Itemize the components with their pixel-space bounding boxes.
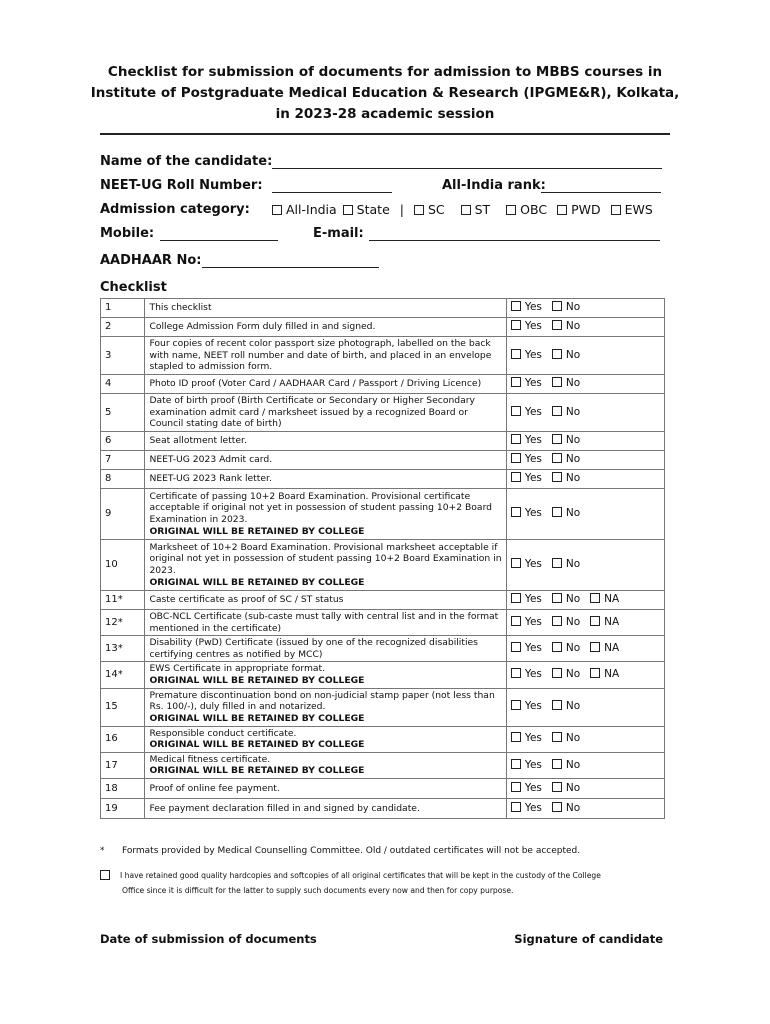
table-row xyxy=(101,451,665,470)
no-checkbox[interactable] xyxy=(552,434,562,444)
row-options xyxy=(506,610,664,636)
retain-note: ORIGINAL WILL BE RETAINED BY COLLEGE xyxy=(149,525,365,537)
yes-label: Yes xyxy=(524,801,542,814)
row-options xyxy=(506,375,664,394)
no-label: No xyxy=(565,472,581,485)
title-line-3: in 2023-28 academic session xyxy=(275,106,495,122)
row-description xyxy=(145,778,506,798)
email-label: E-mail: xyxy=(313,226,364,241)
row-options xyxy=(506,798,664,818)
roll-number-label: NEET-UG Roll Number: xyxy=(100,178,263,193)
row-text: Photo ID proof (Voter Card / AADHAAR Card / Passport / Driving Licence) xyxy=(149,378,482,390)
yes-label: Yes xyxy=(524,405,542,418)
row-number: 1 xyxy=(101,299,145,318)
aadhaar-label: AADHAAR No: xyxy=(100,253,202,268)
no-checkbox[interactable] xyxy=(552,301,562,311)
roll-number-input-line[interactable] xyxy=(272,192,392,193)
row-text: Marksheet of 10+2 Board Examination. Provisional marksheet acceptable if original not yet in possession of student passing 10+2 Board Examination in 2023. xyxy=(149,541,502,576)
no-label: No xyxy=(565,758,581,771)
row-number: 4 xyxy=(101,375,145,394)
row-options xyxy=(506,662,664,688)
no-checkbox[interactable] xyxy=(552,320,562,330)
row-text: Caste certificate as proof of SC / ST status xyxy=(149,594,344,606)
row-number: 13* xyxy=(101,636,145,662)
no-checkbox[interactable] xyxy=(552,782,562,792)
pwd-checkbox[interactable] xyxy=(557,205,567,215)
retain-note: ORIGINAL WILL BE RETAINED BY COLLEGE xyxy=(149,739,365,751)
row-options xyxy=(506,778,664,798)
row-number: 9 xyxy=(101,489,145,540)
row-description xyxy=(145,375,506,394)
row-description xyxy=(145,591,506,610)
no-checkbox[interactable] xyxy=(552,377,562,387)
rank-label: All-India rank: xyxy=(442,178,546,193)
table-row xyxy=(101,636,665,662)
table-row xyxy=(101,299,665,318)
table-row xyxy=(101,318,665,337)
row-number: 3 xyxy=(101,337,145,375)
table-row xyxy=(101,591,665,610)
yes-label: Yes xyxy=(524,668,542,681)
na-label: NA xyxy=(604,593,620,606)
yes-checkbox[interactable] xyxy=(511,507,521,517)
row-number: 10 xyxy=(101,540,145,591)
row-options xyxy=(506,726,664,752)
row-options xyxy=(506,318,664,337)
yes-label: Yes xyxy=(524,434,542,447)
row-text: Four copies of recent color passport size photograph, labelled on the back with name, NEET roll number and date of birth, and placed in an envelope stapled to admission form. xyxy=(149,338,492,373)
yes-checkbox[interactable] xyxy=(511,558,521,568)
table-row xyxy=(101,394,665,432)
sc-checkbox[interactable] xyxy=(414,205,424,215)
yes-checkbox[interactable] xyxy=(511,593,521,603)
yes-checkbox[interactable] xyxy=(511,453,521,463)
yes-checkbox[interactable] xyxy=(511,349,521,359)
aadhaar-input-line[interactable] xyxy=(202,267,379,268)
no-label: No xyxy=(565,507,581,520)
na-label: NA xyxy=(604,668,620,681)
row-description xyxy=(145,470,506,489)
yes-label: Yes xyxy=(524,472,542,485)
obc-checkbox[interactable] xyxy=(506,205,516,215)
no-checkbox[interactable] xyxy=(552,453,562,463)
ews-checkbox[interactable] xyxy=(611,205,621,215)
yes-label: Yes xyxy=(524,700,542,713)
row-text: Premature discontinuation bond on non-judicial stamp paper (not less than Rs. 100/-), duly filled in and notarized. xyxy=(149,689,495,713)
yes-checkbox[interactable] xyxy=(511,377,521,387)
no-checkbox[interactable] xyxy=(552,802,562,812)
row-options xyxy=(506,451,664,470)
document-title xyxy=(60,62,710,125)
table-row xyxy=(101,432,665,451)
no-label: No xyxy=(565,434,581,447)
declaration-checkbox[interactable] xyxy=(100,870,110,880)
no-label: No xyxy=(565,668,581,681)
yes-label: Yes xyxy=(524,558,542,571)
row-text: EWS Certificate in appropriate format. xyxy=(149,663,326,675)
row-description xyxy=(145,489,506,540)
yes-label: Yes xyxy=(524,615,542,628)
yes-label: Yes xyxy=(524,453,542,466)
na-label: NA xyxy=(604,615,620,628)
no-checkbox[interactable] xyxy=(552,558,562,568)
yes-checkbox[interactable] xyxy=(511,320,521,330)
no-label: No xyxy=(565,801,581,814)
row-text: This checklist xyxy=(149,302,212,314)
state-checkbox[interactable] xyxy=(343,205,353,215)
st-label: ST xyxy=(474,202,491,217)
no-checkbox[interactable] xyxy=(552,507,562,517)
date-of-submission-label: Date of submission of documents xyxy=(100,932,317,946)
na-checkbox[interactable] xyxy=(590,642,600,652)
category-options xyxy=(272,202,653,217)
yes-label: Yes xyxy=(524,593,542,606)
checklist-heading: Checklist xyxy=(100,280,167,295)
yes-checkbox[interactable] xyxy=(511,759,521,769)
table-row xyxy=(101,610,665,636)
no-checkbox[interactable] xyxy=(552,593,562,603)
row-description xyxy=(145,636,506,662)
row-text: NEET-UG 2023 Rank letter. xyxy=(149,473,272,485)
footnote-star: * xyxy=(100,846,105,856)
title-line-2: Institute of Postgraduate Medical Education & Research (IPGME&R), Kolkata, xyxy=(90,85,680,101)
row-text: Fee payment declaration filled in and signed by candidate. xyxy=(149,802,420,814)
yes-checkbox[interactable] xyxy=(511,301,521,311)
all-india-checkbox[interactable] xyxy=(272,205,282,215)
na-label: NA xyxy=(604,641,620,654)
footnote-text: Formats provided by Medical Counselling Committee. Old / outdated certificates will not be accepted. xyxy=(122,846,581,856)
row-options xyxy=(506,636,664,662)
row-description xyxy=(145,610,506,636)
yes-label: Yes xyxy=(524,758,542,771)
table-row xyxy=(101,726,665,752)
row-description xyxy=(145,318,506,337)
row-options xyxy=(506,432,664,451)
row-options xyxy=(506,470,664,489)
row-number: 12* xyxy=(101,610,145,636)
na-checkbox[interactable] xyxy=(590,616,600,626)
table-row xyxy=(101,540,665,591)
no-checkbox[interactable] xyxy=(552,668,562,678)
yes-label: Yes xyxy=(524,348,542,361)
no-label: No xyxy=(565,700,581,713)
yes-checkbox[interactable] xyxy=(511,434,521,444)
row-number: 5 xyxy=(101,394,145,432)
row-number: 15 xyxy=(101,688,145,726)
yes-checkbox[interactable] xyxy=(511,406,521,416)
declaration-line-1: I have retained good quality hardcopies and softcopies of all original certificates that will be kept in the custody of the College xyxy=(120,871,601,880)
state-label: State xyxy=(356,202,390,217)
yes-label: Yes xyxy=(524,301,542,314)
yes-label: Yes xyxy=(524,507,542,520)
yes-checkbox[interactable] xyxy=(511,782,521,792)
rank-input-line[interactable] xyxy=(541,192,661,193)
row-number: 18 xyxy=(101,778,145,798)
yes-checkbox[interactable] xyxy=(511,642,521,652)
row-number: 7 xyxy=(101,451,145,470)
no-label: No xyxy=(565,405,581,418)
category-separator: | xyxy=(399,202,404,217)
no-checkbox[interactable] xyxy=(552,700,562,710)
table-row xyxy=(101,375,665,394)
no-checkbox[interactable] xyxy=(552,642,562,652)
no-label: No xyxy=(565,732,581,745)
row-text: OBC-NCL Certificate (sub-caste must tally with central list and in the format mentioned in the certificate) xyxy=(149,611,499,634)
row-description xyxy=(145,432,506,451)
row-description xyxy=(145,688,506,726)
table-row xyxy=(101,337,665,375)
table-row xyxy=(101,662,665,688)
no-checkbox[interactable] xyxy=(552,406,562,416)
yes-label: Yes xyxy=(524,320,542,333)
row-description xyxy=(145,394,506,432)
sc-label: SC xyxy=(427,202,445,217)
row-text: Medical fitness certificate. xyxy=(149,753,271,765)
yes-checkbox[interactable] xyxy=(511,700,521,710)
yes-label: Yes xyxy=(524,781,542,794)
no-label: No xyxy=(565,453,581,466)
table-row xyxy=(101,688,665,726)
row-options xyxy=(506,337,664,375)
email-input-line[interactable] xyxy=(369,240,660,241)
row-description xyxy=(145,798,506,818)
retain-note: ORIGINAL WILL BE RETAINED BY COLLEGE xyxy=(149,712,365,724)
na-checkbox[interactable] xyxy=(590,593,600,603)
no-label: No xyxy=(565,377,581,390)
row-description xyxy=(145,540,506,591)
table-row xyxy=(101,778,665,798)
na-checkbox[interactable] xyxy=(590,668,600,678)
row-text: Seat allotment letter. xyxy=(149,435,247,447)
row-text: Responsible conduct certificate. xyxy=(149,727,297,739)
yes-checkbox[interactable] xyxy=(511,616,521,626)
title-line-1: Checklist for submission of documents for admission to MBBS courses in xyxy=(107,64,663,80)
row-number: 2 xyxy=(101,318,145,337)
row-options xyxy=(506,591,664,610)
obc-label: OBC xyxy=(520,202,548,217)
row-options xyxy=(506,688,664,726)
declaration xyxy=(100,871,601,881)
table-row xyxy=(101,798,665,818)
no-checkbox[interactable] xyxy=(552,759,562,769)
row-description xyxy=(145,752,506,778)
mobile-label: Mobile: xyxy=(100,226,155,241)
no-checkbox[interactable] xyxy=(552,349,562,359)
category-label: Admission category: xyxy=(100,202,250,217)
row-description xyxy=(145,451,506,470)
row-number: 16 xyxy=(101,726,145,752)
all-india-label: All-India xyxy=(286,202,337,217)
no-label: No xyxy=(565,320,581,333)
row-description xyxy=(145,662,506,688)
yes-checkbox[interactable] xyxy=(511,668,521,678)
row-text: College Admission Form duly filled in and signed. xyxy=(149,321,376,333)
table-row xyxy=(101,752,665,778)
no-label: No xyxy=(565,301,581,314)
row-options xyxy=(506,489,664,540)
declaration-line-2: Office since it is difficult for the latter to supply such documents every now and then for copy purpose. xyxy=(122,886,514,895)
row-description xyxy=(145,299,506,318)
row-number: 19 xyxy=(101,798,145,818)
row-options xyxy=(506,540,664,591)
row-number: 11* xyxy=(101,591,145,610)
yes-label: Yes xyxy=(524,377,542,390)
row-options xyxy=(506,299,664,318)
no-label: No xyxy=(565,615,581,628)
row-text: NEET-UG 2023 Admit card. xyxy=(149,454,273,466)
retain-note: ORIGINAL WILL BE RETAINED BY COLLEGE xyxy=(149,674,365,686)
row-text: Disability (PwD) Certificate (issued by one of the recognized disabilities certifying centres as notified by MCC) xyxy=(149,637,478,660)
no-checkbox[interactable] xyxy=(552,616,562,626)
title-divider xyxy=(100,133,670,135)
table-row xyxy=(101,470,665,489)
yes-checkbox[interactable] xyxy=(511,732,521,742)
name-input-line[interactable] xyxy=(272,168,662,169)
yes-checkbox[interactable] xyxy=(511,472,521,482)
row-description xyxy=(145,726,506,752)
no-label: No xyxy=(565,348,581,361)
row-options xyxy=(506,394,664,432)
row-number: 8 xyxy=(101,470,145,489)
row-number: 6 xyxy=(101,432,145,451)
mobile-input-line[interactable] xyxy=(160,240,278,241)
no-label: No xyxy=(565,781,581,794)
row-number: 17 xyxy=(101,752,145,778)
table-row xyxy=(101,489,665,540)
yes-label: Yes xyxy=(524,732,542,745)
row-number: 14* xyxy=(101,662,145,688)
no-label: No xyxy=(565,593,581,606)
row-text: Certificate of passing 10+2 Board Examination. Provisional certificate acceptable if original not yet in possession of student passing 10+2 Board Examination in 2023. xyxy=(149,490,493,525)
row-text: Date of birth proof (Birth Certificate or Secondary or Higher Secondary examination admit card / marksheet issued by a recognized Board or Council stating date of birth) xyxy=(149,395,475,430)
retain-note: ORIGINAL WILL BE RETAINED BY COLLEGE xyxy=(149,765,365,777)
st-checkbox[interactable] xyxy=(461,205,471,215)
retain-note: ORIGINAL WILL BE RETAINED BY COLLEGE xyxy=(149,576,365,588)
no-checkbox[interactable] xyxy=(552,732,562,742)
row-description xyxy=(145,337,506,375)
ews-label: EWS xyxy=(624,202,653,217)
no-checkbox[interactable] xyxy=(552,472,562,482)
pwd-label: PWD xyxy=(571,202,601,217)
yes-checkbox[interactable] xyxy=(511,802,521,812)
yes-label: Yes xyxy=(524,641,542,654)
row-options xyxy=(506,752,664,778)
no-label: No xyxy=(565,641,581,654)
checklist-table xyxy=(100,298,665,819)
name-label: Name of the candidate: xyxy=(100,154,273,169)
signature-label: Signature of candidate xyxy=(514,932,663,946)
row-text: Proof of online fee payment. xyxy=(149,782,280,794)
no-label: No xyxy=(565,558,581,571)
